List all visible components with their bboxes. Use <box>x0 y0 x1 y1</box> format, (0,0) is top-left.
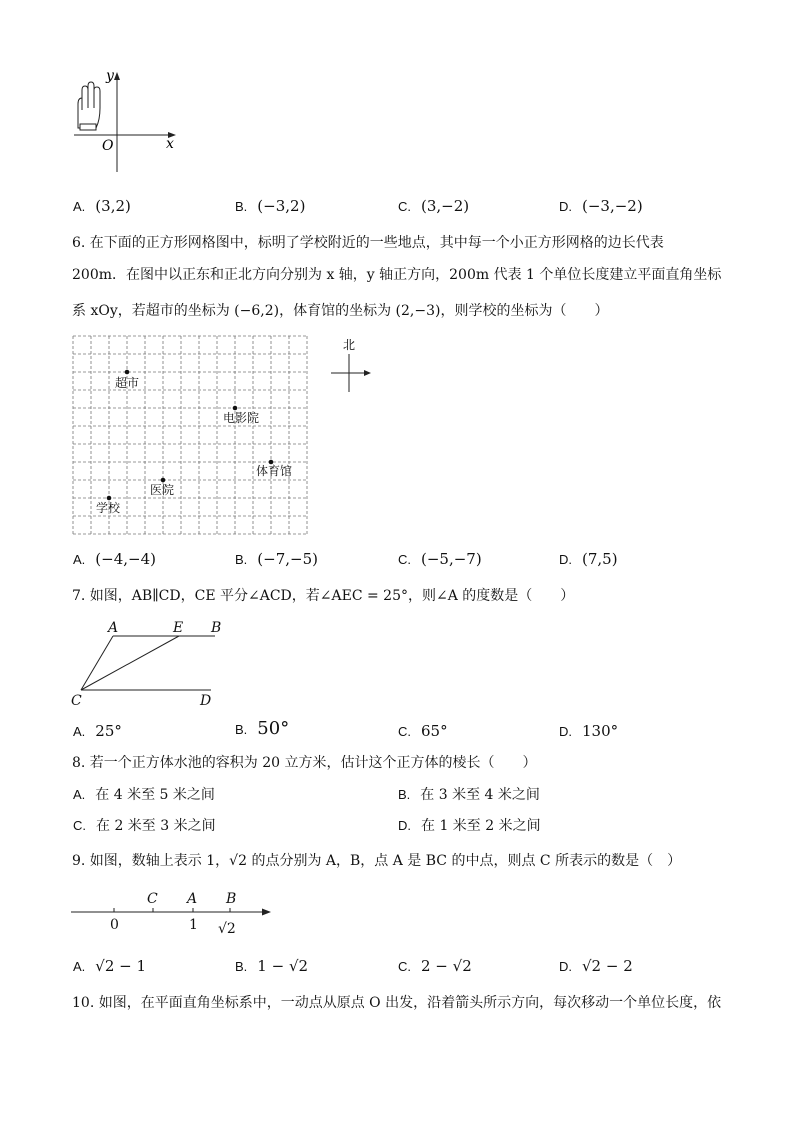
map-label-hospital: 医院 <box>150 483 175 497</box>
map-label-school: 学校 <box>96 501 121 515</box>
q9-option-c[interactable]: C. 2 − √2 <box>398 957 472 975</box>
q9-option-b[interactable]: B. 1 − √2 <box>235 957 309 975</box>
q7-point-d: D <box>200 693 212 709</box>
q8-option-c[interactable]: C. 在 2 米至 3 米之间 <box>73 818 216 834</box>
q6-stem-line-2: 200m．在图中以正东和正北方向分别为 x 轴，y 轴正方向，200m 代表 1 个单位长度建立平面直角坐标 <box>72 267 722 283</box>
q9-label-root2: √2 <box>218 921 236 937</box>
q6-option-c[interactable]: C. (−5,−7) <box>398 550 482 568</box>
q6-option-a[interactable]: A. (−4,−4) <box>73 550 156 568</box>
q7-point-a: A <box>108 620 119 636</box>
q6-stem-line-3: 系 xOy，若超市的坐标为 (−6,2)，体育馆的坐标为 (2,−3)，则学校的坐标为（ ） <box>72 303 609 319</box>
q5-option-a[interactable]: A. (3,2) <box>73 197 131 215</box>
hand-icon <box>78 82 100 130</box>
map-label-stadium: 体育馆 <box>256 464 293 478</box>
q7-option-c[interactable]: C. 65° <box>398 722 448 740</box>
q10-stem: 10. 如图，在平面直角坐标系中，一动点从原点 O 出发，沿着箭头所示方向，每次移动一个单位长度，依 <box>72 995 722 1011</box>
q9-label-b: B <box>226 891 237 907</box>
q5-option-d[interactable]: D. (−3,−2) <box>559 197 643 215</box>
q5-origin-label: O <box>102 138 114 154</box>
q9-label-c: C <box>147 891 158 907</box>
q9-label-one: 1 <box>189 917 198 933</box>
q8-option-d[interactable]: D. 在 1 米至 2 米之间 <box>398 818 541 834</box>
q9-option-a[interactable]: A. √2 − 1 <box>73 957 147 975</box>
map-dot-school <box>107 496 112 501</box>
q9-stem: 9. 如图，数轴上表示 1，√2 的点分别为 A，B，点 A 是 BC 的中点，则点 C 所表示的数是（ ） <box>72 853 682 869</box>
q9-number-line <box>65 884 280 940</box>
q7-stem: 7. 如图，AB∥CD，CE 平分∠ACD，若∠AEC = 25°，则∠A 的度数是（ ） <box>72 588 575 604</box>
q6-option-b[interactable]: B. (−7,−5) <box>235 550 318 568</box>
compass-icon <box>325 336 375 396</box>
map-label-supermarket: 超市 <box>115 376 140 390</box>
q5-option-c[interactable]: C. (3,−2) <box>398 197 470 215</box>
q7-point-c: C <box>71 693 82 709</box>
q5-figure <box>60 60 190 180</box>
north-label: 北 <box>343 338 356 352</box>
q7-point-b: B <box>211 620 222 636</box>
q7-option-a[interactable]: A. 25° <box>73 722 122 740</box>
q5-option-b[interactable]: B. (−3,2) <box>235 197 306 215</box>
map-dot-cinema <box>233 406 238 411</box>
q6-option-d[interactable]: D. (7,5) <box>559 550 618 568</box>
map-dot-supermarket <box>125 370 130 375</box>
q7-option-b[interactable]: B. 50° <box>235 718 290 739</box>
q9-label-a: A <box>187 891 198 907</box>
q8-option-a[interactable]: A. 在 4 米至 5 米之间 <box>73 787 215 803</box>
q7-figure <box>65 618 235 710</box>
map-dot-hospital <box>161 478 166 483</box>
q6-grid-map <box>70 334 315 539</box>
q6-stem-line-1: 6. 在下面的正方形网格图中，标明了学校附近的一些地点，其中每一个小正方形网格的边长代表 <box>72 235 664 251</box>
q7-point-e: E <box>173 620 184 636</box>
q8-stem: 8. 若一个正方体水池的容积为 20 立方米，估计这个正方体的棱长（ ） <box>72 755 537 771</box>
q5-y-label: y <box>106 68 114 84</box>
q9-label-zero: 0 <box>110 917 119 933</box>
q5-x-label: x <box>166 136 174 152</box>
map-label-cinema: 电影院 <box>223 411 260 425</box>
q8-option-b[interactable]: B. 在 3 米至 4 米之间 <box>398 787 540 803</box>
q7-option-d[interactable]: D. 130° <box>559 722 619 740</box>
q9-option-d[interactable]: D. √2 − 2 <box>559 957 633 975</box>
